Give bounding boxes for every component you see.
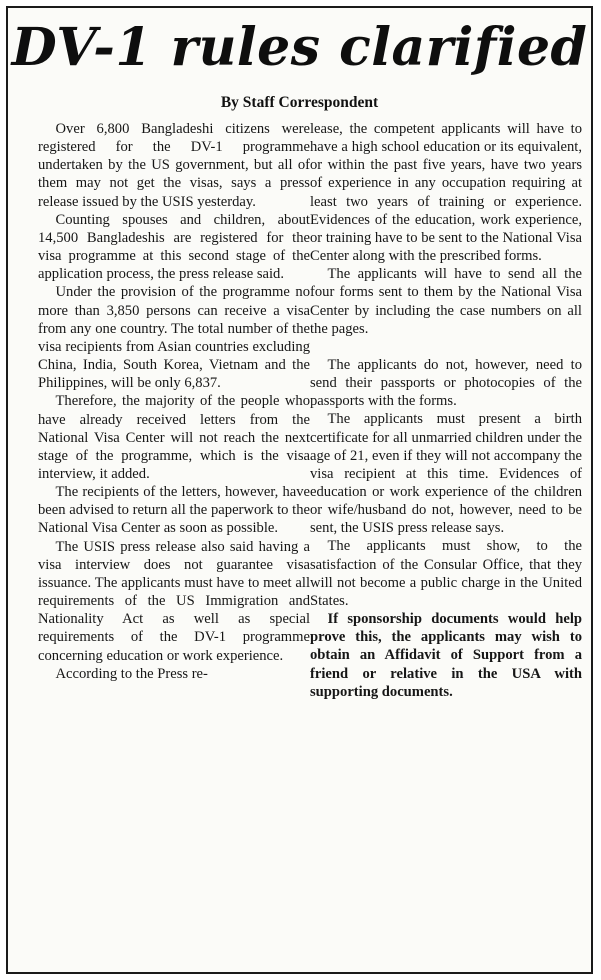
paragraph: Counting spouses and children, about 14,500 Bangladeshis are registered for the visa programme at this second stage of the application process, the press release said. <box>38 211 310 283</box>
paragraph: Therefore, the majority of the people who have already received letters from the National Visa Center will not reach the next stage of the programme, which is the visa interview, it added. <box>38 393 310 482</box>
byline: By Staff Correspondent <box>220 94 379 111</box>
headline: DV-1 rules clarified <box>11 17 588 78</box>
paragraph: The applicants do not, however, need to send their passports or photocopies of the passports with the forms. <box>310 356 582 410</box>
paragraph: According to the Press re- <box>55 665 208 682</box>
left-column <box>38 120 310 683</box>
newspaper-clipping <box>6 6 593 974</box>
paragraph: Over 6,800 Bangladeshi citizens were registered for the DV-1 programme undertaken by the US government, but all of them may not get the visas, says a press release issued by the USIS yesterday. <box>38 121 310 210</box>
paragraph: The recipients of the letters, however, have been advised to return all the paperwork to the National Visa Center as soon as possible. <box>38 484 310 537</box>
paragraph: If sponsorship documents would help prove this, the applicants may wish to obtain an Affidavit of Support from a friend or relative in the USA with supporting documents. <box>310 611 582 700</box>
paragraph: The USIS press release also said having a visa interview does not guarantee visa issuance. The applicants must have to meet all requirements of the US Immigration and Nationality Act as well as special requirements of the DV-1 programme concerning education or work experience. <box>38 538 310 664</box>
paragraph: The applicants will have to send all the four forms sent to them by the National Visa Center by including the case numbers on all the pages. <box>310 266 582 337</box>
paragraph-continuation: lease, the competent applicants will have to have a high school education or its equivalent, or within the past five years, have two years of experience in any occupation requiring at least two years of training or experience. Evidences of the education, work experience, or training have to be sent to the National Visa Center along with the prescribed forms. <box>310 121 582 265</box>
paragraph: The applicants must show, to the satisfaction of the Consular Office, that they will not become a public charge in the United States. <box>310 538 582 609</box>
right-column <box>310 120 582 701</box>
paragraph: The applicants must present a birth certificate for all unmarried children under the age of 21, even if they will not accompany the visa recipient at this time. Evidences of education or work experience of the children or wife/husband do not, however, need to be sent, the USIS press release says. <box>310 411 582 537</box>
paragraph: Under the provision of the programme no more than 3,850 persons can receive a visa from any one country. The total number of the visa recipients from Asian countries excluding China, India, South Korea, Vietnam and the Philippines, will be only 6,837. <box>38 284 310 392</box>
